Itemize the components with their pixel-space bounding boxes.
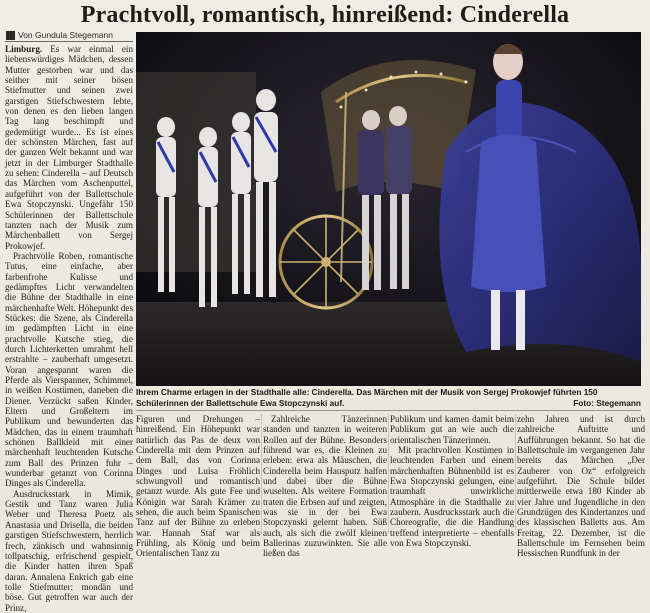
column-3-text: Publikum und kamen damit beim Publikum gut an wie auch die orientalischen Tänzerinnen. bbox=[390, 414, 514, 445]
dateline: Limburg. bbox=[5, 44, 43, 54]
column-divider bbox=[261, 414, 262, 534]
byline-marker bbox=[6, 31, 15, 40]
column-4-text: zehn Jahren und ist durch zahlreiche Auftritte und Aufführungen bekannt. So hat die Ballettschule im vergangenen Jahr bereits das Märchen „Der Zauberer von Oz“ erfolgreich aufgeführt. Die Schule bildet mittlerweile etwa 180 Kinder ab vier Jahre und Jugendliche in den Grundzügen des Kindertanzes und des klassischen Balletts aus. Am Freitag, 22. Dezember, ist die Ballettschule im Fernsehen beim Hessischen Rundfunk in der bbox=[517, 414, 645, 559]
column-divider bbox=[515, 414, 516, 534]
column-3-text-b: Mit prachtvollen Kostümen in leuchtenden Farben und einem märchenhaften Bühnenbild ist es Ewa Stopczynski gelungen, eine traumhaft unwirkliche Atmosphäre in die Stadthalle zu zaubern. Ausdrucksstark auch die Choreografie, die die Handlung treffend interpretierte – ebenfalls von Ewa Stopczynski. bbox=[390, 445, 514, 549]
paragraph-cast: Ausdrucksstark in Mimik, Gestik und Tanz waren Julia Weber und Theresa Poetz als Anastasia und Drisella, die beiden garstigen Stiefschwestern, herrlich frech, zänkisch und wahnsinnig tollpatschig, erfrischend gespielt, die Kinder hatten ihren Spaß daran. Annalena Enkrich gab eine tolle Stiefmutter: mondän und böse. Gut getroffen war auch der Prinz, bbox=[5, 488, 133, 613]
text-column-3 bbox=[390, 414, 514, 549]
article-byline: Von Gundula Stegemann bbox=[18, 30, 113, 40]
stage-photo-illustration bbox=[136, 32, 641, 386]
article-headline: Prachtvoll, romantisch, hinreißend: Cinderella bbox=[80, 2, 570, 28]
photo-credit: Foto: Stegemann bbox=[573, 398, 641, 408]
column-2-text: Zahlreiche Tänzerinnen standen und tanzten in weiteren Rollen auf der Bühne. Besonders führend war es, die Kleinen zu erleben: etwa als Mäuschen, die Cinderella beim Hausputz halfen und dabei über die Bühne wuselten. Als weitere Formation traten die Erbsen auf und zeigten, was sie in der bei Ewa Stopczynski gelernt haben. Süß auch, als sich die zwölf kleinen Ballerinas zuzuwinkten. Sie alle ließen das bbox=[263, 414, 387, 559]
byline-rule bbox=[5, 41, 133, 42]
left-text-column bbox=[5, 44, 133, 613]
column-1-text: Figuren und Drehungen – hinreißend. Ein Höhepunkt war natürlich das Pas de deux von Cinderella mit dem Prinzen auf dem Ball, das von Corinna Dinges und Luisa Fröhlich schwungvoll und romantisch getanzt wurde. Als gute Fee und Königin war Sarah Krämer zu sehen, die auch beim Spanischen Tanz auf der Bühne zu erleben war. Hannah Staf war als Frühling, als König und beim Orientalischen Tanz zu bbox=[136, 414, 260, 559]
photo-caption bbox=[136, 387, 641, 411]
stage-photo bbox=[136, 32, 641, 386]
column-divider bbox=[388, 414, 389, 534]
paragraph-costumes: Prachtvolle Roben, romantische Tutus, eine einfache, aber farbenfrohe Kulisse und gedämpftes Licht verwandelten die Bühne der Stadthalle in eine märchenhafte Welt. Höhepunkt des Stückes: die Szene, als Cinderella im gedämpften Licht in eine prachtvolle Kutsche stieg, die durch Lichterketten umrahmt hell erstrahlte – zauberhaft umgesetzt. Voran angespannt waren die Pferde als Vierspanner, Schimmel, in weißen Kostümen, daneben die Diener. Verzückt saßen Kinder, Eltern und Großeltern im Publikum und bewunderten das Mädchen, das in einem traumhaft schönen Ballkleid mit einer märchenhaft leuchtenden Kutsche zum Ball des Prinzen fuhr – wunderbar getanzt von Corinna Dinges als Cinderella. bbox=[5, 250, 133, 489]
text-column-1 bbox=[136, 414, 260, 559]
paragraph-intro bbox=[5, 44, 133, 251]
paragraph-intro-text: Es war einmal ein liebenswürdiges Mädchen, dessen Mutter gestorben war und das seither mit seiner bösen Stiefmutter und seinen zwei garstigen Stiefschwestern lebte, von denen es den lieben langen Tag lang beschimpft und gedemütigt wurde... Es ist eines der schönsten Märchen, fast auf der ganzen Welt bekannt und war jetzt in der Limburger Stadthalle zu sehen: Cinderella – auf Deutsch das Märchen vom Aschenputtel, aufgeführt von der Ballettschule Ewa Stopczynski. Ungefähr 150 Schülerinnen der Ballettschule tanzten nach der Musik zum Märchenballett von Sergej Prokowjef. bbox=[5, 44, 133, 251]
text-column-2 bbox=[263, 414, 387, 559]
text-column-4 bbox=[517, 414, 645, 559]
photo-caption-text: Ihrem Charme erlagen in der Stadthalle alle: Cinderella. Das Märchen mit der Musik von Sergej Prokowjef führten 150 Schülerinnen der Ballettschule Ewa Stopczynski auf. bbox=[136, 387, 598, 408]
